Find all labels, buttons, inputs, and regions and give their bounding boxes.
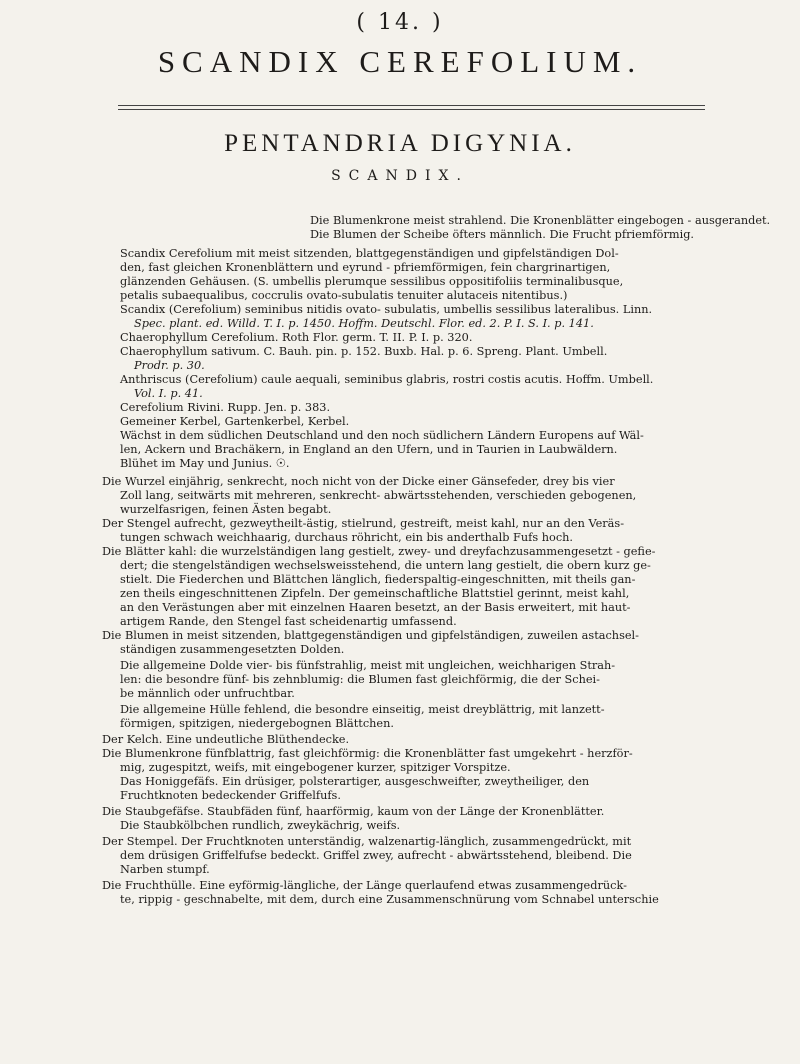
text-line: Die Blumenkrone fünfblattrig, fast gleichförmig: die Kronenblätter fast umgekehrt - herzför- [102,747,633,760]
text-line: Der Kelch. Eine undeutliche Blüthendecke. [102,733,350,746]
text-line: Spec. plant. ed. Willd. T. I. p. 1450. Hoffm. Deutschl. Flor. ed. 2. P. I. S. I. p. 141. [134,317,594,330]
divider-bottom [118,109,705,110]
text-line: Der Stempel. Der Fruchtknoten unterständig, walzenartig-länglich, zusammengedrückt, mit [102,835,632,848]
text-line: Die Blumen der Scheibe öfters männlich. Die Frucht pfriemförmig. [310,228,695,241]
text-line: Zoll lang, seitwärts mit mehreren, senkrecht- abwärtsstehenden, verschieden gebogenen, [120,489,637,502]
text-line: Chaerophyllum Cerefolium. Roth Flor. germ. T. II. P. I. p. 320. [120,331,473,344]
text-line: Die Blumenkrone meist strahlend. Die Kronenblätter eingebogen - ausgerandet. [310,214,771,227]
text-line: Wächst in dem südlichen Deutschland und den noch südlichern Ländern Europens auf Wäl- [120,429,644,442]
text-line: stielt. Die Fiederchen und Blättchen länglich, fiederspaltig-eingeschnitten, mit theils gan- [120,573,636,586]
text-line: Der Stengel aufrecht, gezweytheilt-ästig, stielrund, gestreift, meist kahl, nur an den Veräs- [102,517,625,530]
text-line: be männlich oder unfruchtbar. [120,687,295,700]
text-line: Gemeiner Kerbel, Gartenkerbel, Kerbel. [120,415,350,428]
text-line: förmigen, spitzigen, niedergebognen Blättchen. [120,717,394,730]
text-line: petalis subaequalibus, coccrulis ovato-subulatis tenuiter alutaceis nitentibus.) [120,289,568,302]
text-line: Die Blätter kahl: die wurzelständigen lang gestielt, zwey- und dreyfachzusammengesetzt - gefie- [102,545,656,558]
text-line: mig, zugespitzt, weifs, mit eingebogener kurzer, spitziger Vorspitze. [120,761,511,774]
text-line: den, fast gleichen Kronenblättern und eyrund - pfriemförmigen, fein chargrinartigen, [120,261,611,274]
text-line: Scandix Cerefolium mit meist sitzenden, blattgegenständigen und gipfelständigen Dol- [120,247,619,260]
text-line: wurzelfasrigen, feinen Ästen begabt. [120,503,332,516]
text-line: dem drüsigen Griffelfufse bedeckt. Griffel zwey, aufrecht - abwärtsstehend, bleibend. Die [120,849,632,862]
text-line: Die Fruchthülle. Eine eyförmig-längliche, der Länge querlaufend etwas zusammengedrück- [102,879,627,892]
text-line: Vol. I. p. 41. [134,387,203,400]
text-line: Anthriscus (Cerefolium) caule aequali, seminibus glabris, rostri costis acutis. Hoffm. Umbell. [120,373,654,386]
genus-heading: SCANDIX. [331,168,469,184]
text-line: Scandix (Cerefolium) seminibus nitidis ovato- subulatis, umbellis sessilibus lateralibus. Linn. [120,303,653,316]
page-title: SCANDIX CEREFOLIUM. [157,44,643,79]
text-line: Chaerophyllum sativum. C. Bauh. pin. p. 152. Buxb. Hal. p. 6. Spreng. Plant. Umbell. [120,345,608,358]
text-line: ständigen zusammengesetzten Dolden. [120,643,345,656]
text-line: Die Staubkölbchen rundlich, zweykächrig, weifs. [120,819,401,832]
divider-top [118,105,705,106]
page-number: ( 14. ) [356,10,444,35]
text-line: Das Honiggefäfs. Ein drüsiger, polsterartiger, ausgeschweifter, zweytheiliger, den [120,775,590,788]
classification-heading: PENTANDRIA DIGYNIA. [224,130,576,157]
text-line: te, rippig - geschnabelte, mit dem, durch eine Zusammenschnürung vom Schnabel unterschie [120,893,659,906]
text-line: Die allgemeine Hülle fehlend, die besondre einseitig, meist dreyblättrig, mit lanzett- [120,703,605,716]
text-line: an den Verästungen aber mit einzelnen Haaren besetzt, an der Basis erweitert, mit haut- [120,601,631,614]
text-line: artigem Rande, den Stengel fast scheidenartig umfassend. [120,615,457,628]
text-line: len: die besondre fünf- bis zehnblumig: die Blumen fast gleichförmig, die der Schei- [120,673,600,686]
text-line: Fruchtknoten bedeckender Griffelfufs. [120,789,341,802]
text-line: zen theils eingeschnittenen Zipfeln. Der gemeinschaftliche Blattstiel gerinnt, meist kahl, [120,587,630,600]
text-line: Blühet im May und Junius. ☉. [120,457,290,470]
text-line: Die allgemeine Dolde vier- bis fünfstrahlig, meist mit ungleichen, weichharigen Strah- [120,659,616,672]
text-line: Die Wurzel einjährig, senkrecht, noch nicht von der Dicke einer Gänsefeder, drey bis vier [102,475,615,488]
text-line: tungen schwach weichhaarig, durchaus röhricht, ein bis anderthalb Fufs hoch. [120,531,574,544]
text-line: Prodr. p. 30. [134,359,205,372]
text-line: Cerefolium Rivini. Rupp. Jen. p. 383. [120,401,331,414]
text-line: len, Ackern und Brachäkern, in England an den Ufern, und in Taurien in Laubwäldern. [120,443,618,456]
text-line: glänzenden Gehäusen. (S. umbellis plerumque sessilibus oppositifoliis terminalibusque, [120,275,624,288]
text-line: Die Blumen in meist sitzenden, blattgegenständigen und gipfelständigen, zuweilen astachsel- [102,629,639,642]
text-line: Narben stumpf. [120,863,210,876]
text-line: dert; die stengelständigen wechselsweisstehend, die untern lang gestielt, die obern kurz ge- [120,559,651,572]
text-line: Die Staubgefäfse. Staubfäden fünf, haarförmig, kaum von der Länge der Kronenblätter. [102,805,605,818]
